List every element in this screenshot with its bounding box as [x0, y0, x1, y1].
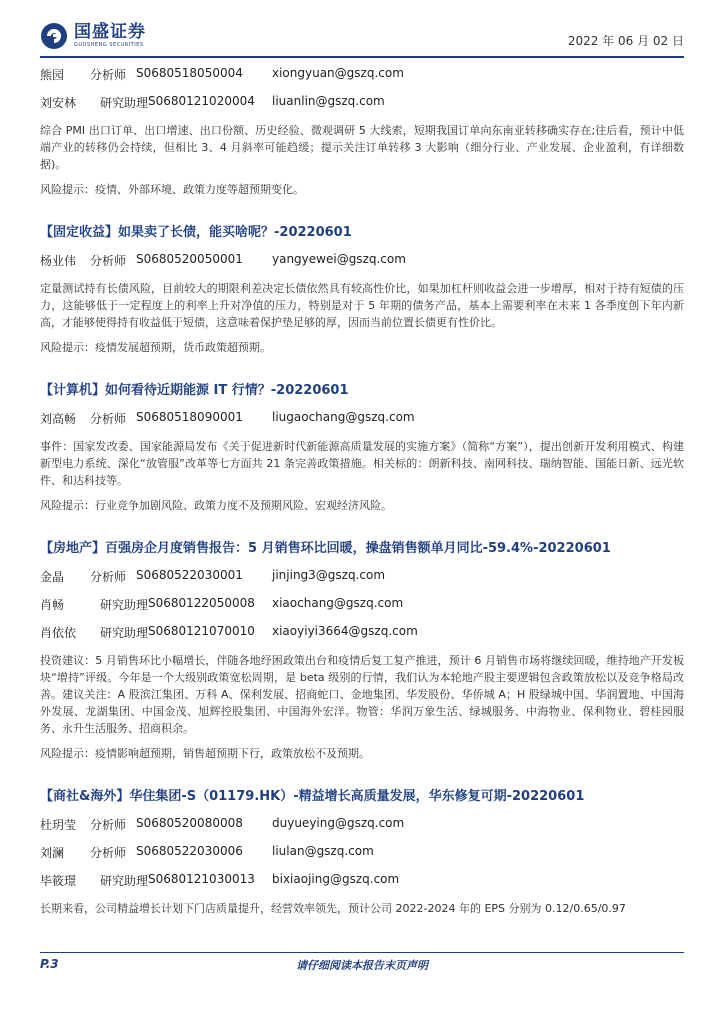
section-body: 综合 PMI 出口订单、出口增速、出口份额、历史经验、微观调研 5 大线索，短期我国订单向东南亚转移确实存在;往后看，预计中低端产业的转移仍会持续，但相比 3、4 月斜率可能趋缓；提示关注订单转移 3 大影响（细分行业、产业发展、企业盈利，有详细数据)。	[40, 124, 684, 171]
report-date: 2022 年 06 月 02 日	[567, 34, 684, 48]
analyst-cert: S0680121030013	[148, 872, 255, 886]
analyst-row	[40, 246, 684, 274]
analyst-row	[40, 838, 684, 866]
risk-note: 风险提示：疫情影响超预期，销售超预期下行，政策放松不及预期。	[40, 747, 370, 760]
analyst-role: 分析师	[90, 570, 127, 584]
analyst-cert: S0680520050001	[136, 252, 243, 266]
analyst-name: 刘安林	[40, 96, 77, 110]
analyst-cert: S0680518050004	[136, 66, 243, 80]
analyst-email[interactable]: liulan@gszq.com	[272, 844, 374, 858]
analyst-name: 肖依依	[40, 626, 77, 640]
analyst-email[interactable]: liuanlin@gszq.com	[272, 94, 385, 108]
analyst-cert: S0680121020004	[148, 94, 255, 108]
page-header	[40, 20, 684, 54]
analyst-name: 肖畅	[40, 598, 65, 612]
analyst-name: 杜玥莹	[40, 818, 77, 832]
section-body: 长期来看，公司精益增长计划下门店质量提升，经营效率领先，预计公司 2022-2024 年的 EPS 分别为 0.12/0.65/0.97	[40, 902, 626, 915]
footer-disclaimer: 请仔细阅读本报告末页声明	[296, 959, 428, 972]
analyst-role: 分析师	[90, 818, 127, 832]
analyst-cert: S0680520080008	[136, 816, 243, 830]
analyst-name: 毕筱璟	[40, 874, 77, 888]
analyst-role: 分析师	[90, 254, 127, 268]
analyst-row	[40, 590, 684, 618]
analyst-email[interactable]: bixiaojing@gszq.com	[272, 872, 400, 886]
analyst-email[interactable]: xiaochang@gszq.com	[272, 596, 404, 610]
section-title-real-estate[interactable]: 【房地产】百强房企月度销售报告：5 月销售环比回暖，操盘销售额单月同比-59.4%-20220601	[40, 541, 611, 556]
header-divider	[40, 56, 684, 58]
analyst-name: 刘高畅	[40, 412, 77, 426]
section-title-fixed-income[interactable]: 【固定收益】如果卖了长债，能买啥呢？-20220601	[40, 225, 352, 240]
section-body: 投资建议：5 月销售环比小幅增长，伴随各地纾困政策出台和疫情后复工复产推进，预计 6 月销售市场将继续回暖，维持地产开发板块“增持”评级。今年是一个大级别政策宽松周期，是 beta 级别的行情，我们认为本轮地产股主要逻辑包含政策放松以及竞争格局改善。建议关注：A 股滨江集团、万科 A、保利发展、招商蛇口、金地集团、华发股份、华侨城 A；H 股绿城中国、华润置地、中国海外发展、龙湖集团、中国金茂、旭辉控股集团、中国海外宏洋。物管：华润万象生活、绿城服务、中海物业、保利物业、碧桂园服务、永升生活服务、招商积余。	[40, 654, 684, 735]
analyst-name: 金晶	[40, 570, 65, 584]
analyst-role: 研究助理	[100, 626, 149, 640]
analyst-email[interactable]: jinjing3@gszq.com	[272, 568, 386, 582]
analyst-cert: S0680122050008	[148, 596, 255, 610]
analyst-role: 研究助理	[100, 96, 149, 110]
analyst-email[interactable]: liugaochang@gszq.com	[272, 410, 415, 424]
analyst-role: 分析师	[90, 846, 127, 860]
analyst-row	[40, 88, 684, 116]
analyst-role: 研究助理	[100, 874, 149, 888]
section-title-computer[interactable]: 【计算机】如何看待近期能源 IT 行情？-20220601	[40, 383, 349, 398]
analyst-row	[40, 404, 684, 432]
analyst-row	[40, 618, 684, 646]
analyst-row	[40, 810, 684, 838]
analyst-name: 熊园	[40, 68, 65, 82]
analyst-role: 分析师	[90, 412, 127, 426]
risk-note: 风险提示：疫情发展超预期，货币政策超预期。	[40, 341, 271, 354]
analyst-role: 分析师	[90, 68, 127, 82]
analyst-name: 杨业伟	[40, 254, 77, 268]
analyst-cert: S0680522030001	[136, 568, 243, 582]
report-content	[40, 60, 684, 917]
analyst-row	[40, 60, 684, 88]
page-number: P.3	[40, 957, 59, 971]
analyst-email[interactable]: xiaoyiyi3664@gszq.com	[272, 624, 418, 638]
analyst-role: 研究助理	[100, 598, 149, 612]
analyst-email[interactable]: duyueying@gszq.com	[272, 816, 405, 830]
logo-text-en: GUOSHENG SECURITIES	[74, 42, 144, 48]
risk-note: 风险提示：行业竞争加剧风险、政策力度不及预期风险、宏观经济风险。	[40, 499, 392, 512]
risk-note: 风险提示：疫情、外部环境、政策力度等超预期变化。	[40, 183, 304, 196]
company-logo	[40, 20, 146, 52]
analyst-name: 刘澜	[40, 846, 65, 860]
analyst-email[interactable]: yangyewei@gszq.com	[272, 252, 406, 266]
analyst-row	[40, 562, 684, 590]
analyst-cert: S0680518090001	[136, 410, 243, 424]
footer-divider	[40, 952, 684, 953]
section-body: 定量测试持有长债风险，目前较大的期限利差决定长债依然具有较高性价比，如果加杠杆则收益会进一步增厚，相对于持有短债的压力，这能够低于一定程度上的利率上升对净值的压力，特别是对于 5 年期的债务产品，基本上需要利率在未来 1 各季度创下年内新高，才能够使得持有收益低于短债，这意味着保护垫足够的厚，因而当前位置长债更有性价比。	[40, 282, 684, 329]
analyst-cert: S0680121070010	[148, 624, 255, 638]
analyst-cert: S0680522030006	[136, 844, 243, 858]
logo-text-cn: 国盛证券	[74, 22, 146, 42]
section-body: 事件：国家发改委、国家能源局发布《关于促进新时代新能源高质量发展的实施方案》（简称“方案”），提出创新开发利用模式、构建新型电力系统、深化“放管服”改革等七方面共 21 条完善政策措施。相关标的：朗新科技、南网科技、瑞纳智能、国能日新、远光软件、和达科技等。	[40, 440, 684, 487]
analyst-email[interactable]: xiongyuan@gszq.com	[272, 66, 404, 80]
section-title-consumer-overseas[interactable]: 【商社&海外】华住集团-S（01179.HK）-精益增长高质量发展，华东修复可期-20220601	[40, 789, 585, 804]
logo-icon	[40, 22, 68, 50]
analyst-row	[40, 866, 684, 894]
